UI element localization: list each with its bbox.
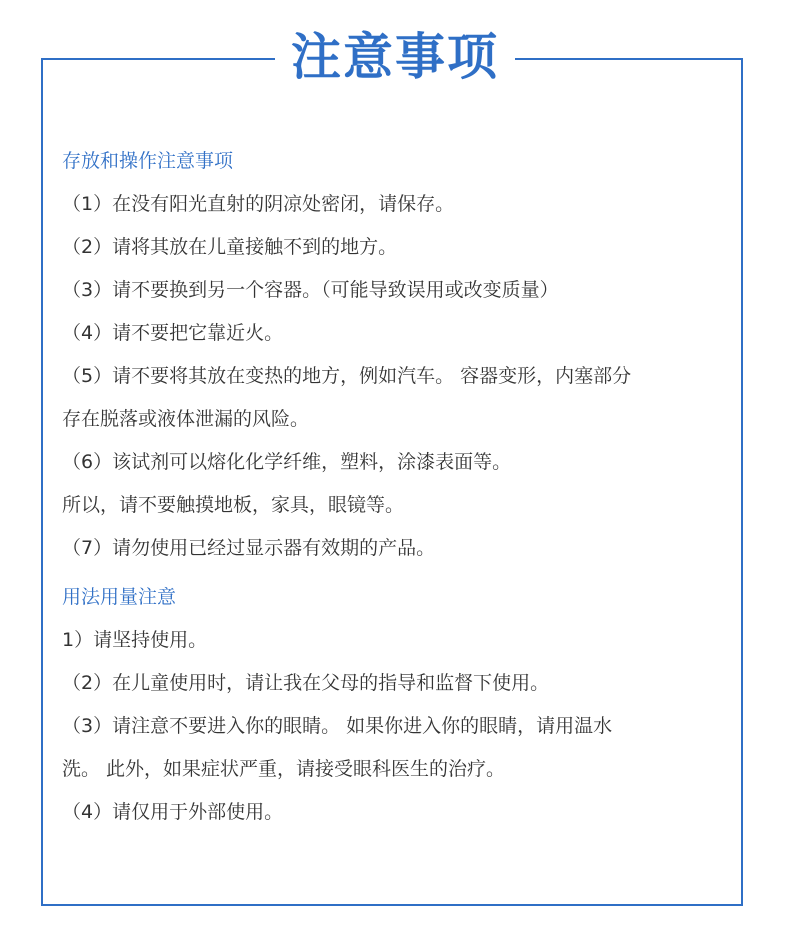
page-title: 注意事项 bbox=[275, 22, 515, 92]
notice-line: 洗。 此外，如果症状严重，请接受眼科医生的治疗。 bbox=[62, 758, 506, 780]
notice-line: （3）请注意不要进入你的眼睛。 如果你进入你的眼睛，请用温水 bbox=[62, 715, 613, 737]
notice-line: （6）该试剂可以熔化化学纤维，塑料，涂漆表面等。 bbox=[62, 451, 512, 473]
notice-line: （3）请不要换到另一个容器。（可能导致误用或改变质量） bbox=[62, 279, 559, 301]
notice-line: （2）请将其放在儿童接触不到的地方。 bbox=[62, 236, 398, 258]
notice-line: （7）请勿使用已经过显示器有效期的产品。 bbox=[62, 537, 436, 559]
notice-content bbox=[62, 140, 732, 834]
notice-line: 存在脱落或液体泄漏的风险。 bbox=[62, 408, 310, 430]
section-heading: 存放和操作注意事项 bbox=[62, 150, 234, 172]
notice-line: （4）请不要把它靠近火。 bbox=[62, 322, 284, 344]
section-usage bbox=[62, 576, 732, 834]
notice-line: （1）在没有阳光直射的阴凉处密闭，请保存。 bbox=[62, 193, 455, 215]
notice-line: 1）请坚持使用。 bbox=[62, 629, 208, 651]
notice-line: （5）请不要将其放在变热的地方，例如汽车。 容器变形，内塞部分 bbox=[62, 365, 632, 387]
section-storage bbox=[62, 140, 732, 570]
notice-line: 所以，请不要触摸地板，家具，眼镜等。 bbox=[62, 494, 405, 516]
notice-line: （2）在儿童使用时，请让我在父母的指导和监督下使用。 bbox=[62, 672, 550, 694]
section-heading: 用法用量注意 bbox=[62, 586, 177, 608]
notice-line: （4）请仅用于外部使用。 bbox=[62, 801, 284, 823]
